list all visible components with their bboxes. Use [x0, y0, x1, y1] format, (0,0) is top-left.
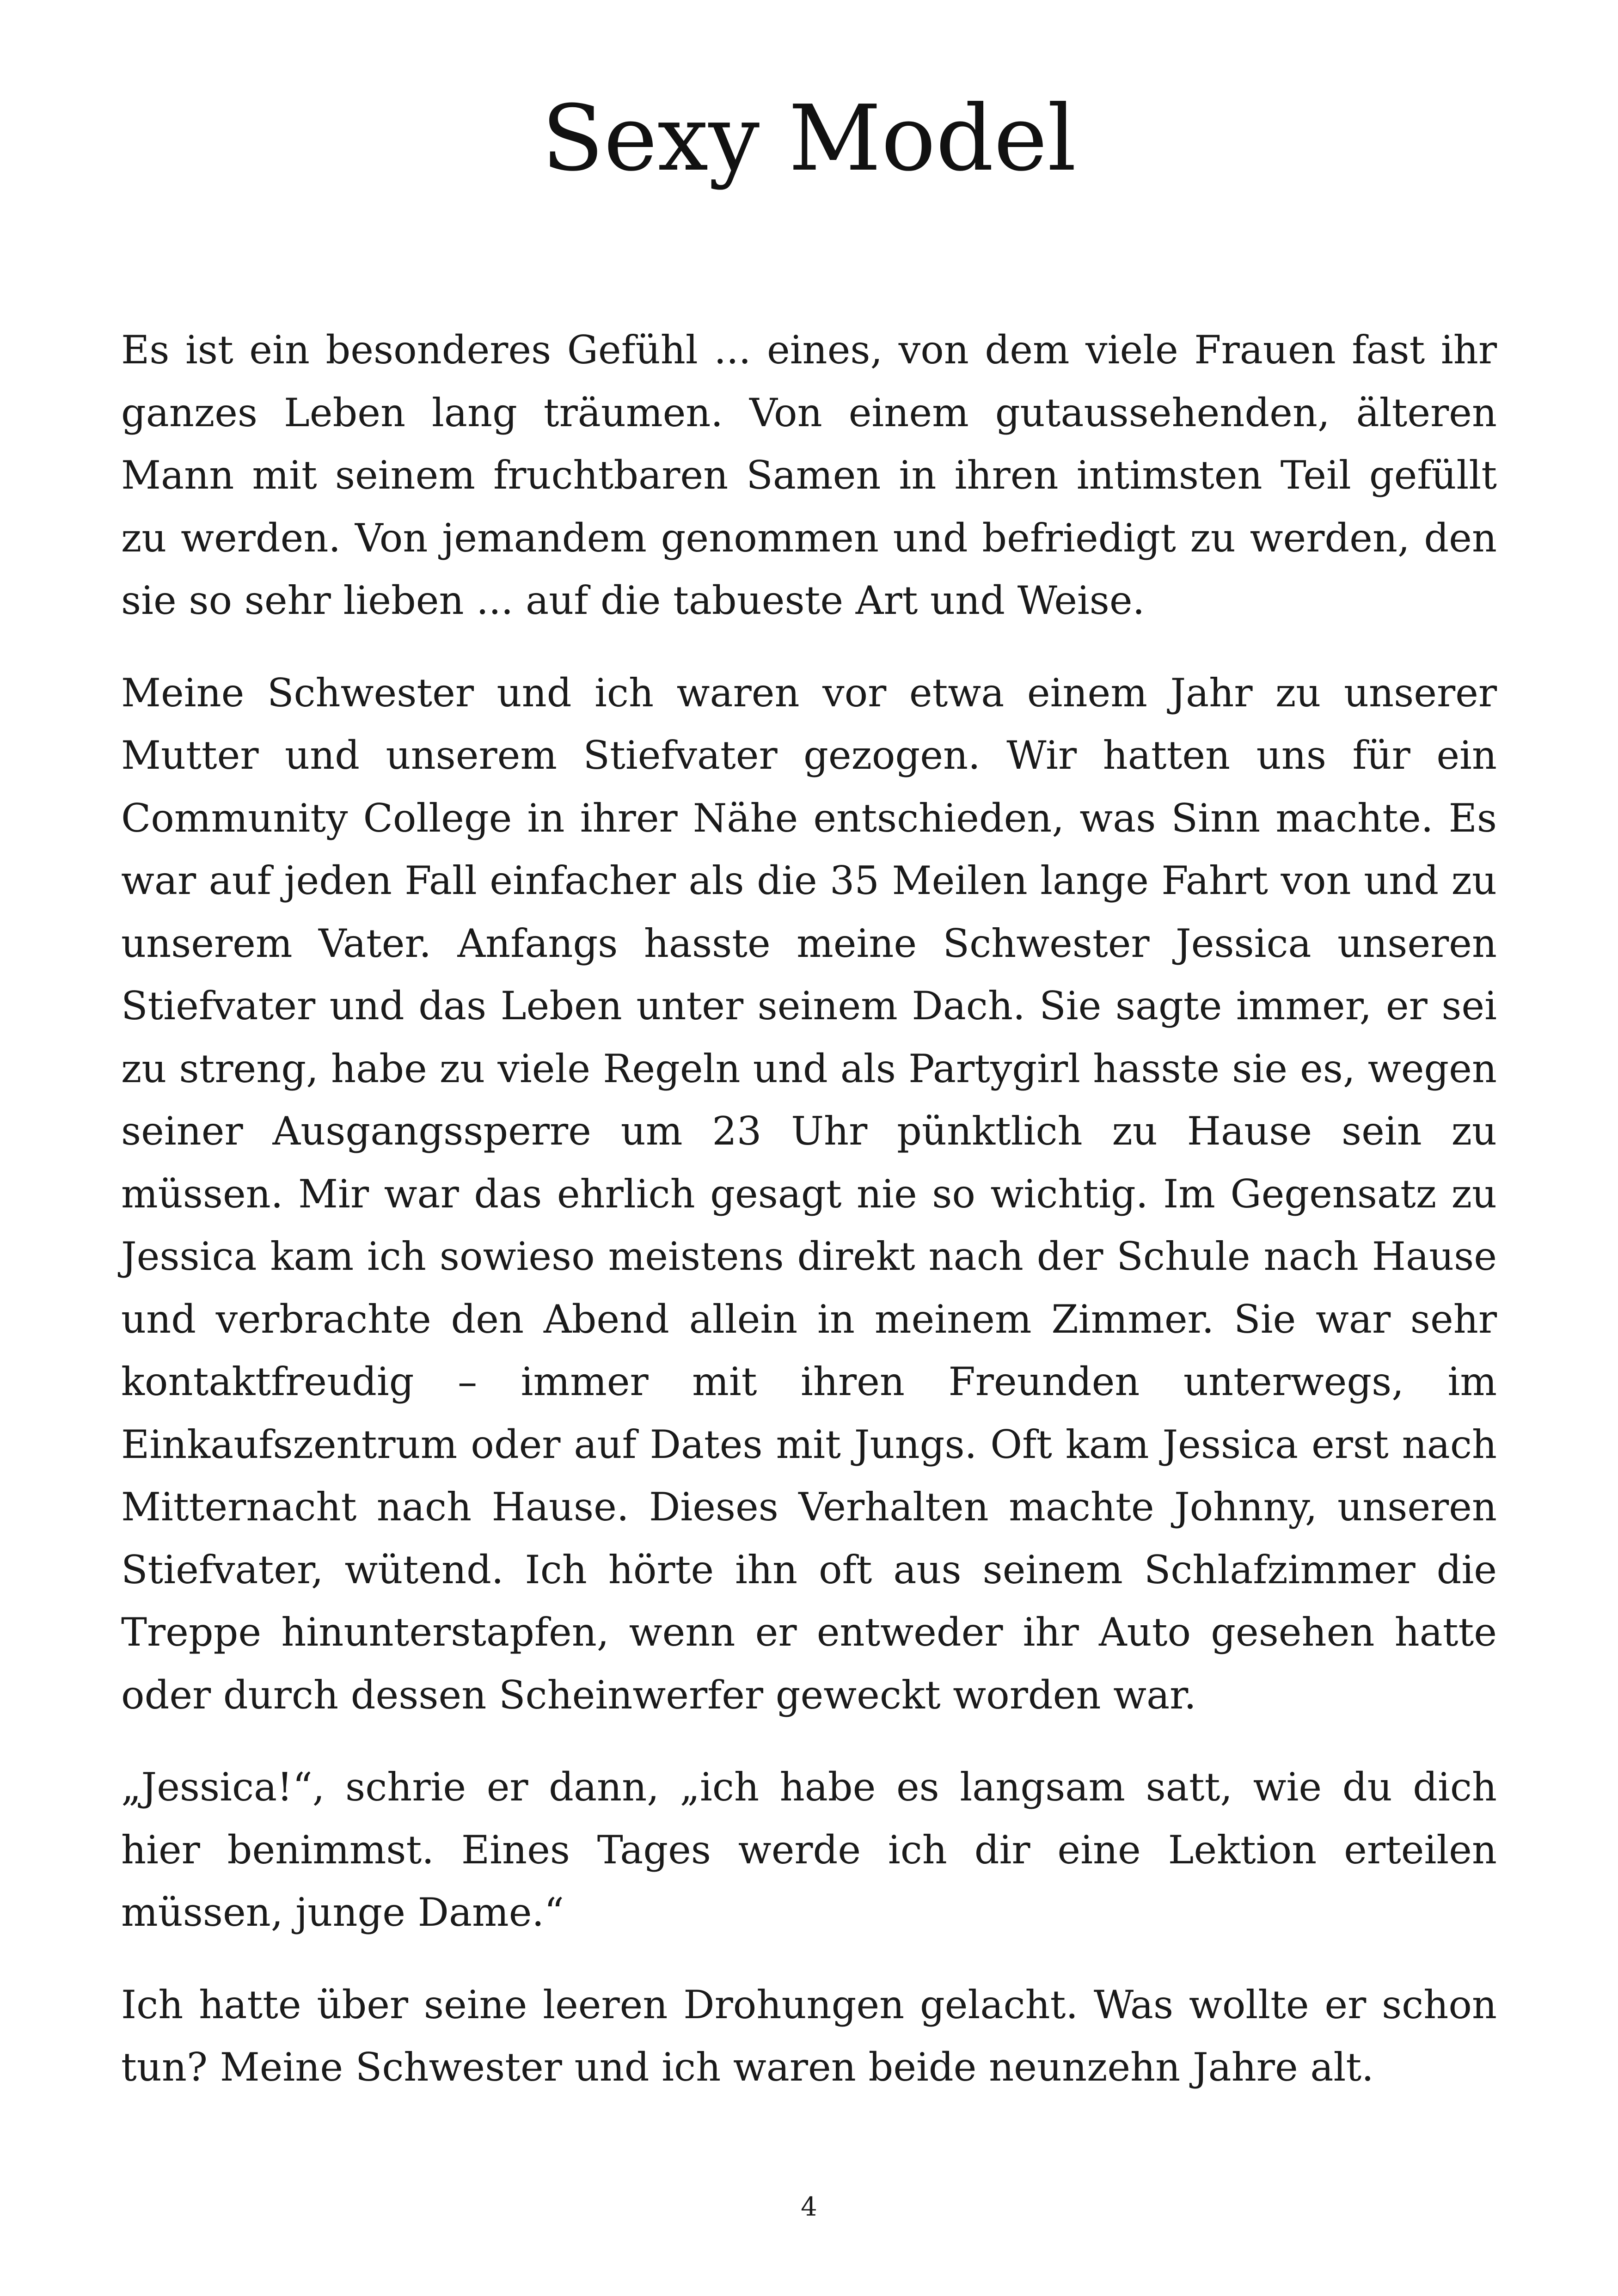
paragraph-3: „Jessica!“, schrie er dann, „ich habe es langsam satt, wie du dich hier benimmst. Eines Tages werde ich dir eine Lektion erteilen müssen, junge Dame.“ [121, 1764, 1497, 1935]
paragraph-2: Meine Schwester und ich waren vor etwa einem Jahr zu unserer Mutter und unserem Stiefvater gezogen. Wir hatten uns für ein Community College in ihrer Nähe entschieden, was Sinn machte. Es war auf jeden Fall einfacher als die 35 Meilen lange Fahrt von und zu unserem Vater. Anfangs hasste meine Schwester Jessica unseren Stiefvater und das Leben unter seinem Dach. Sie sagte immer, er sei zu streng, habe zu viele Regeln und als Partygirl hasste sie es, wegen seiner Ausgangssperre um 23 Uhr pünktlich zu Hause sein zu müssen. Mir war das ehrlich gesagt nie so wichtig. Im Gegensatz zu Jessica kam ich sowieso meistens direkt nach der Schule nach Hause und verbrachte den Abend allein in meinem Zimmer. Sie war sehr kontaktfreudig – immer mit ihren Freunden unterwegs, im Einkaufszentrum oder auf Dates mit Jungs. Oft kam Jessica erst nach Mitternacht nach Hause. Dieses Verhalten machte Johnny, unseren Stiefvater, wütend. Ich hörte ihn oft aus seinem Schlafzimmer die Treppe hinunterstapfen, wenn er entweder ihr Auto gesehen hatte oder durch dessen Scheinwerfer geweckt worden war. [121, 670, 1497, 1718]
paragraph-1: Es ist ein besonderes Gefühl ... eines, von dem viele Frauen fast ihr ganzes Leben lang träumen. Von einem gutaussehenden, älteren Mann mit seinem fruchtbaren Samen in ihren intimsten Teil gefüllt zu werden. Von jemandem genommen und befriedigt zu werden, den sie so sehr lieben ... auf die tabueste Art und Weise. [121, 327, 1497, 623]
body-text [121, 319, 1497, 2129]
page-number: 4 [801, 2192, 817, 2222]
page-title: Sexy Model [541, 86, 1077, 191]
paragraph-4: Ich hatte über seine leeren Drohungen gelacht. Was wollte er schon tun? Meine Schwester und ich waren beide neunzehn Jahre alt. [121, 1982, 1497, 2090]
